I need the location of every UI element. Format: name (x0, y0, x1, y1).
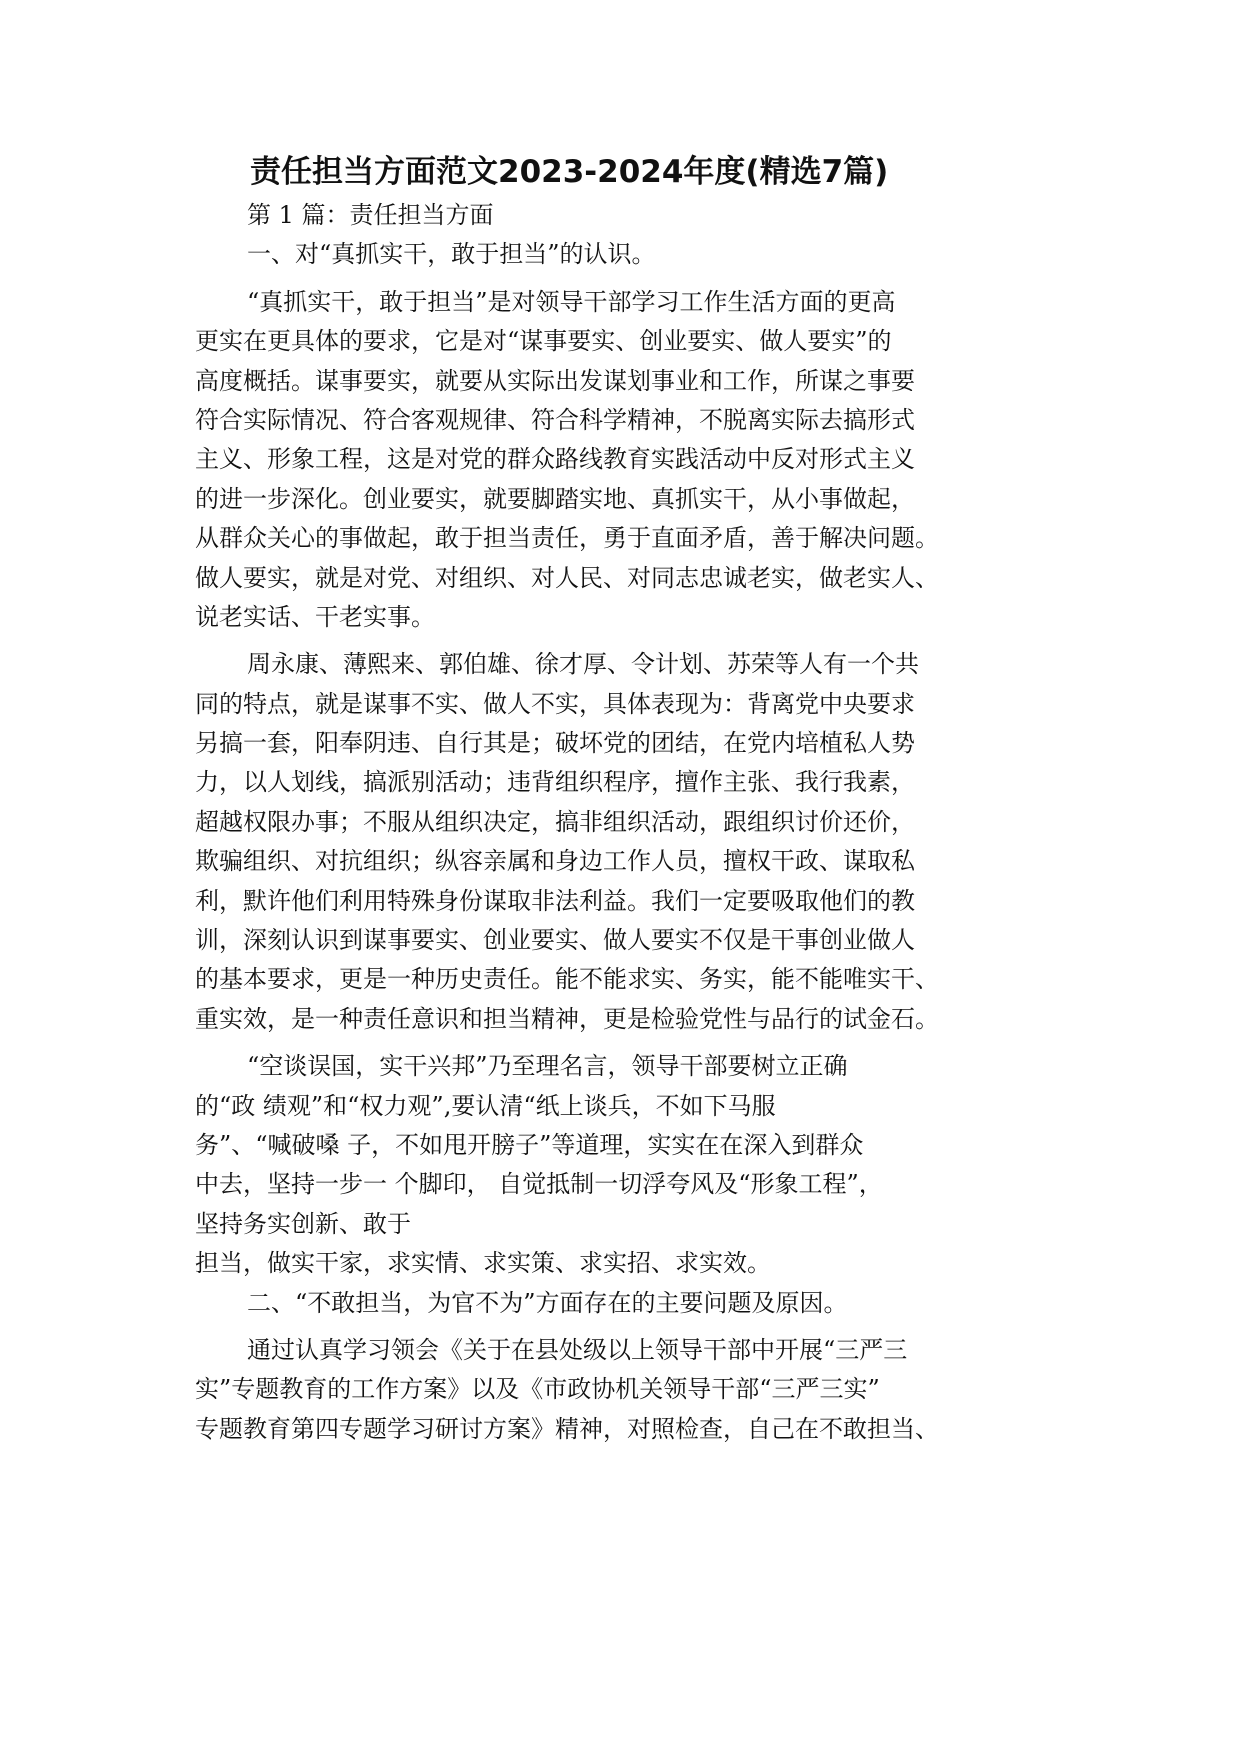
paragraph-line: 训，深刻认识到谋事要实、创业要实、做人要实不仅是干事创业做人 (195, 926, 915, 955)
paragraph-line: 的进一步深化。创业要实，就要脚踏实地、真抓实干，从小事做起， (195, 484, 915, 513)
paragraph-line: 符合实际情况、符合客观规律、符合科学精神，不脱离实际去搞形式 (195, 405, 915, 434)
paragraph-line: 超越权限办事；不服从组织决定，搞非组织活动，跟组织讨价还价， (195, 807, 915, 836)
paragraph-2 (195, 645, 1050, 1039)
paragraph-line: 同的特点，就是谋事不实、做人不实，具体表现为：背离党中央要求 (195, 689, 915, 718)
paragraph-line: 欺骗组织、对抗组织；纵容亲属和身边工作人员，擅权干政、谋取私 (195, 847, 915, 876)
paragraph-line: 中去，坚持一步一 个脚印， 自觉抵制一切浮夸风及“形象工程”， (195, 1170, 883, 1199)
paragraph-line: “真抓实干，敢于担当”是对领导干部学习工作生活方面的更高 (247, 287, 896, 316)
paragraph-line: 说老实话、干老实事。 (195, 602, 435, 631)
paragraph-line: 更实在更具体的要求，它是对“谋事要实、创业要实、做人要实”的 (195, 327, 892, 356)
paragraph-line: 高度概括。谋事要实，就要从实际出发谋划事业和工作，所谋之事要 (195, 366, 915, 395)
paragraph-line: 从群众关心的事做起，敢于担当责任，勇于直面矛盾，善于解决问题。 (195, 524, 939, 553)
paragraph-line: 专题教育第四专题学习研讨方案》精神，对照检查，自己在不敢担当、 (195, 1414, 939, 1443)
paragraph-line: 担当，做实干家，求实情、求实策、求实招、求实效。 (195, 1249, 771, 1278)
section-heading-2: 二、“不敢担当，为官不为”方面存在的主要问题及原因。 (247, 1288, 848, 1317)
paragraph-line: 坚持务实创新、敢于 (195, 1209, 411, 1238)
paragraph-line: 的基本要求，更是一种历史责任。能不能求实、务实，能不能唯实干、 (195, 965, 939, 994)
paragraph-line: 务”、“喊破嗓 子，不如甩开膀子”等道理，实实在在深入到群众 (195, 1130, 864, 1159)
section-heading-1: 一、对“真抓实干，敢于担当”的认识。 (247, 240, 656, 269)
paragraph-line: 主义、形象工程，这是对党的群众路线教育实践活动中反对形式主义 (195, 445, 915, 474)
document-title: 责任担当方面范文2023-2024年度(精选7篇) (250, 154, 889, 190)
paragraph-line: 做人要实，就是对党、对组织、对人民、对同志忠诚老实，做老实人、 (195, 563, 939, 592)
paragraph-line: 实”专题教育的工作方案》以及《市政协机关领导干部“三严三实” (195, 1375, 880, 1404)
paragraph-4 (195, 1331, 1050, 1449)
chapter-label: 第 1 篇：责任担当方面 (247, 201, 494, 229)
paragraph-1 (195, 283, 1050, 638)
paragraph-line: 另搞一套，阳奉阴违、自行其是；破坏党的团结，在党内培植私人势 (195, 729, 915, 758)
paragraph-3 (195, 1047, 1050, 1283)
paragraph-line: 周永康、薄熙来、郭伯雄、徐才厚、令计划、苏荣等人有一个共 (247, 650, 919, 679)
paragraph-line: 的“政 绩观”和“权力观”,要认清“纸上谈兵，不如下马服 (195, 1091, 776, 1120)
paragraph-line: 重实效，是一种责任意识和担当精神，更是检验党性与品行的试金石。 (195, 1004, 939, 1033)
document-body (195, 196, 1050, 1449)
paragraph-line: “空谈误国，实干兴邦”乃至理名言，领导干部要树立正确 (247, 1052, 848, 1081)
paragraph-line: 力，以人划线，搞派别活动；违背组织程序，擅作主张、我行我素， (195, 768, 915, 797)
paragraph-line: 通过认真学习领会《关于在县处级以上领导干部中开展“三严三 (247, 1335, 908, 1364)
paragraph-line: 利，默许他们利用特殊身份谋取非法利益。我们一定要吸取他们的教 (195, 886, 915, 915)
